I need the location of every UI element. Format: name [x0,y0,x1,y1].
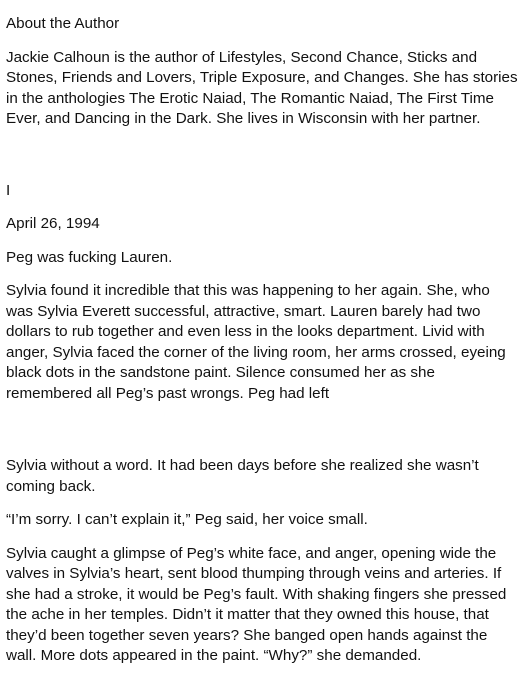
paragraph: Sylvia found it incredible that this was happening to her again. She, who was Sylvia Everett successful, attractive, smart. Lauren barely had two dollars to rub together and even less in the looks department. Livid with anger, Sylvia faced the corner of the living room, her arms crossed, eyeing black dots in the sandstone paint. Silence consumed her as she remembered all Peg’s past wrongs. Peg had left [6,282,506,402]
author-bio: Jackie Calhoun is the author of Lifestyles, Second Chance, Sticks and Stones, Friends and Lovers, Triple Exposure, and Changes. She has stories in the anthologies The Erotic Naiad, The Romantic Naiad, The First Time Ever, and Dancing in the Dark. She lives in Wisconsin with her partner. [6,48,518,127]
chapter-date: April 26, 1994 [6,215,100,232]
paragraph: Sylvia caught a glimpse of Peg’s white face, and anger, opening wide the valves in Sylvia’s heart, sent blood thumping through veins and arteries. If she had a stroke, it would be Peg’s fault. With shaking fingers she pressed the ache in her temples. Didn’t it matter that they owned this house, that they’d been together seven years? She banged open hands against the wall. More dots appeared in the paint. “Why?” she demanded. [6,544,507,664]
section-gap [6,143,518,181]
paragraph: Sylvia without a word. It had been days before she realized she wasn’t coming back. [6,457,479,495]
paragraph: Peg was fucking Lauren. [6,248,173,266]
chapter-number: I [6,181,11,199]
document-page [6,14,518,680]
page-break-gap [6,417,518,456]
about-author-heading: About the Author [6,15,120,32]
paragraph: “I’m sorry. I can’t explain it,” Peg said, her voice small. [6,511,368,528]
